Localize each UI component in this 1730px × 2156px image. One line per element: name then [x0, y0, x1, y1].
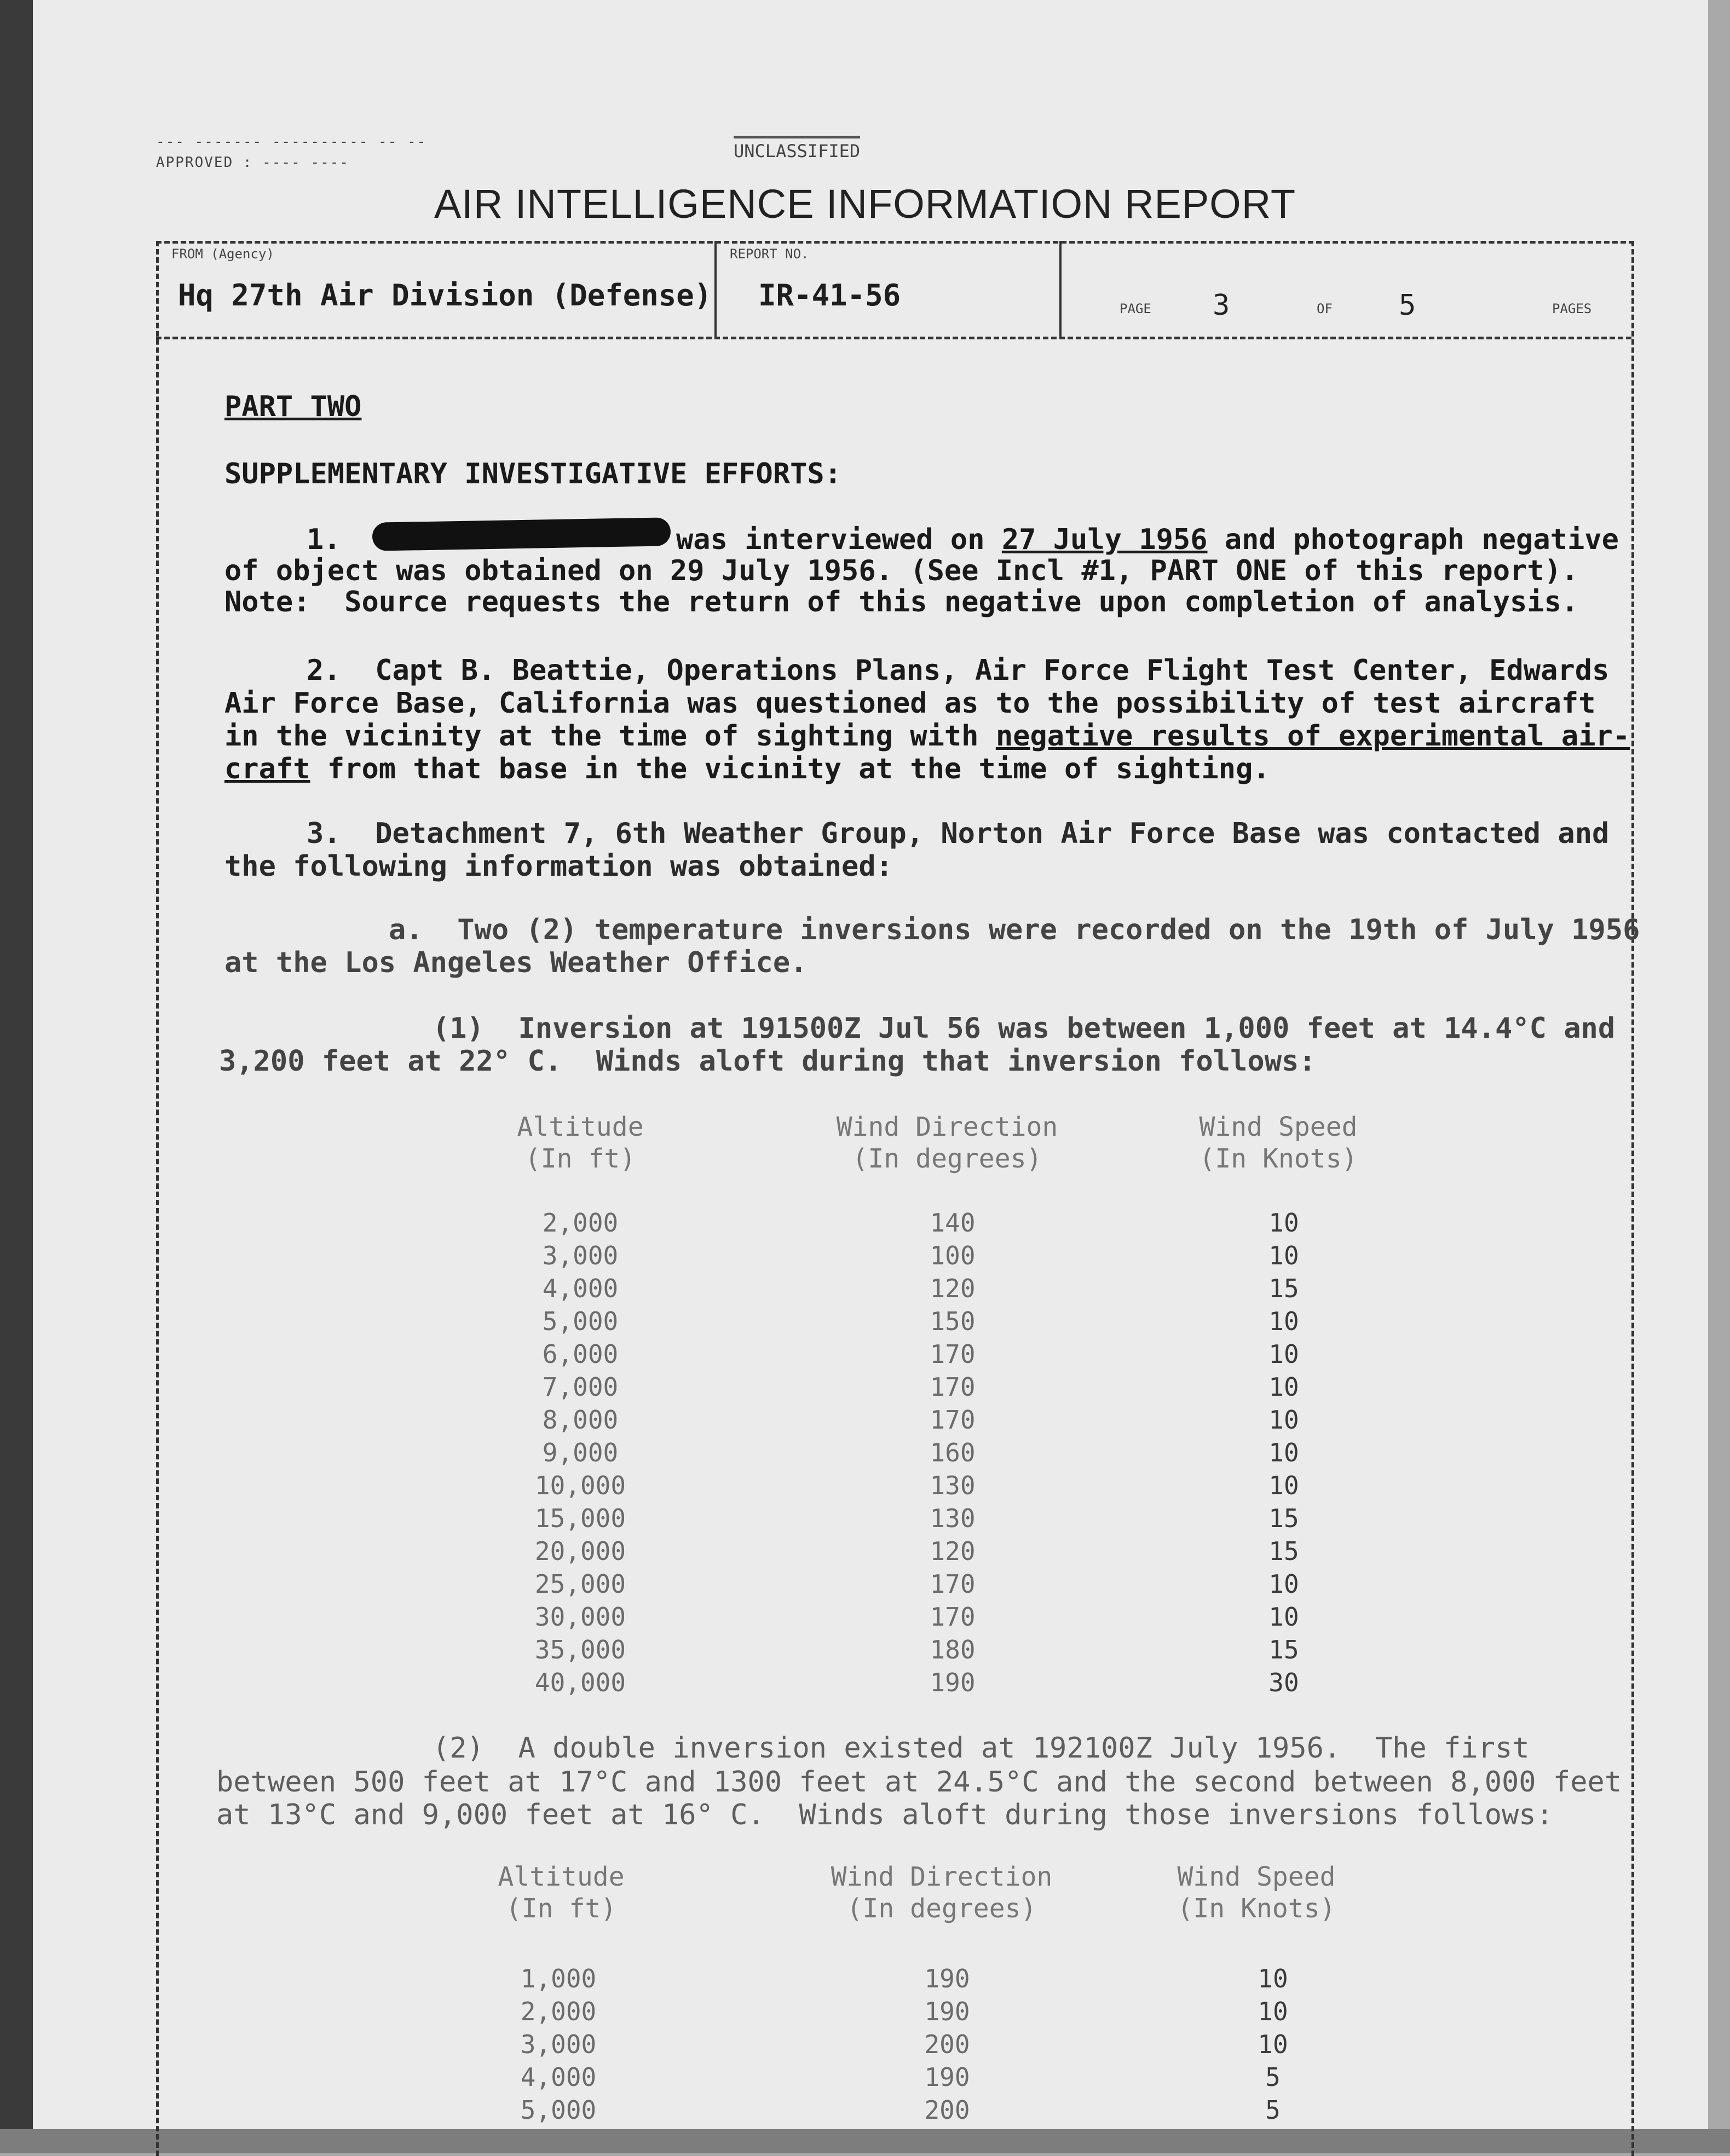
paragraph-2-line-3 [224, 719, 1630, 753]
table1-speed-cell: 10 [1268, 1471, 1299, 1500]
table1-direction-cell: 190 [930, 1668, 976, 1697]
subsection-2-line-1: (2) A double inversion existed at 192100Z July 1956. The first [432, 1732, 1530, 1765]
from-value: Hq 27th Air Division (Defense) [178, 278, 712, 313]
from-label: FROM (Agency) [171, 246, 274, 262]
table1-altitude-cell: 30,000 [534, 1602, 626, 1632]
paragraph-1-line-1 [676, 523, 1619, 557]
of-label: OF [1317, 301, 1333, 316]
paragraph-2-text-b: from that base in the vicinity at the time of sighting. [310, 753, 1270, 785]
approval-stamp [156, 131, 426, 173]
table2-altitude-cell: 4,000 [520, 2062, 597, 2092]
table2-speed-cell: 10 [1258, 1997, 1288, 2026]
table1-altitude-header: Altitude (In ft) [517, 1112, 644, 1174]
pages-label: PAGES [1552, 301, 1592, 316]
table1-speed-cell: 10 [1268, 1438, 1299, 1467]
table2-speed-header: Wind Speed (In Knots) [1177, 1862, 1336, 1924]
table1-direction-cell: 130 [930, 1504, 976, 1533]
table1-direction-cell: 180 [930, 1635, 976, 1664]
table1-altitude-cell: 5,000 [542, 1307, 619, 1336]
subsection-2-line-2: between 500 feet at 17°C and 1300 feet at 24.5°C and the second between 8,000 feet [216, 1766, 1622, 1799]
interview-date: 27 July 1956 [1001, 523, 1208, 556]
paragraph-3-line-1: 3. Detachment 7, 6th Weather Group, Norton Air Force Base was contacted and [307, 817, 1610, 850]
section-heading: SUPPLEMENTARY INVESTIGATIVE EFFORTS: [224, 458, 842, 490]
subsection-2-line-3: at 13°C and 9,000 feet at 16° C. Winds aloft during those inversions follows: [216, 1799, 1553, 1831]
table1-direction-cell: 170 [930, 1405, 976, 1435]
table1-speed-cell: 10 [1268, 1241, 1299, 1270]
page-count-cell [1059, 241, 1631, 337]
table1-direction-cell: 170 [930, 1602, 976, 1632]
table1-altitude-cell: 9,000 [542, 1438, 619, 1467]
table2-altitude-header: Altitude (In ft) [498, 1862, 625, 1924]
paragraph-2-line-2: Air Force Base, California was questioned as to the possibility of test aircraft [224, 687, 1596, 720]
paragraph-1-line-3: Note: Source requests the return of this negative upon completion of analysis. [224, 586, 1579, 619]
table1-speed-cell: 10 [1268, 1405, 1299, 1435]
table2-direction-cell: 200 [924, 2030, 970, 2059]
report-number-cell [714, 241, 1062, 337]
paragraph-2-line-1: 2. Capt B. Beattie, Operations Plans, Air Force Flight Test Center, Edwards [307, 654, 1610, 687]
subparagraph-a-line-2: at the Los Angeles Weather Office. [224, 946, 808, 979]
table1-speed-cell: 10 [1268, 1339, 1299, 1369]
redaction-mark [372, 517, 671, 551]
table2-speed-cell: 10 [1258, 2030, 1288, 2059]
table1-altitude-cell: 20,000 [534, 1536, 626, 1566]
table1-altitude-cell: 4,000 [542, 1274, 619, 1303]
table1-direction-cell: 170 [930, 1372, 976, 1402]
table1-altitude-cell: 7,000 [542, 1372, 619, 1402]
photo-border-left [0, 0, 33, 2153]
paragraph-2-underlined: negative results of experimental air- [995, 720, 1630, 753]
table2-altitude-cell: 5,000 [520, 2095, 597, 2125]
approval-line-2: APPROVED : ---- ---- [156, 154, 350, 171]
table1-speed-cell: 10 [1268, 1372, 1299, 1402]
table1-altitude-cell: 35,000 [534, 1635, 626, 1664]
part-heading: PART TWO [224, 390, 362, 423]
table1-speed-cell: 15 [1268, 1635, 1299, 1664]
table1-altitude-cell: 10,000 [534, 1471, 626, 1500]
table1-direction-header: Wind Direction (In degrees) [836, 1112, 1058, 1174]
table1-speed-cell: 10 [1268, 1307, 1299, 1336]
table1-altitude-cell: 8,000 [542, 1405, 619, 1435]
table2-speed-cell: 5 [1265, 2095, 1281, 2125]
table1-speed-header: Wind Speed (In Knots) [1199, 1112, 1358, 1174]
table1-direction-cell: 120 [930, 1274, 976, 1303]
table1-altitude-cell: 3,000 [542, 1241, 619, 1270]
table1-speed-cell: 10 [1268, 1569, 1299, 1599]
table1-speed-cell: 10 [1268, 1602, 1299, 1632]
paragraph-1-text-b: and photograph negative [1207, 523, 1619, 556]
subsection-1-line-1: (1) Inversion at 191500Z Jul 56 was between 1,000 feet at 14.4°C and [432, 1012, 1616, 1045]
paragraph-2-text-a: in the vicinity at the time of sighting with [224, 720, 996, 753]
table2-altitude-cell: 3,000 [520, 2030, 597, 2059]
table1-direction-cell: 170 [930, 1339, 976, 1369]
table2-speed-cell: 10 [1258, 1964, 1288, 1993]
subsection-1-line-2: 3,200 feet at 22° C. Winds aloft during that inversion follows: [219, 1045, 1316, 1078]
table1-altitude-cell: 15,000 [534, 1504, 626, 1533]
table2-direction-cell: 190 [924, 1997, 970, 2026]
paragraph-1-number: 1. [307, 523, 341, 556]
table2-altitude-cell: 2,000 [520, 1997, 597, 2026]
table1-speed-cell: 10 [1268, 1208, 1299, 1238]
paragraph-1-line-2: of object was obtained on 29 July 1956. (See Incl #1, PART ONE of this report). [224, 554, 1579, 587]
table2-altitude-cell: 1,000 [520, 1964, 597, 1993]
report-number-value: IR-41-56 [758, 278, 901, 313]
report-title: AIR INTELLIGENCE INFORMATION REPORT [434, 181, 1296, 227]
table1-altitude-cell: 2,000 [542, 1208, 619, 1238]
table2-direction-cell: 190 [924, 2062, 970, 2092]
page-number: 3 [1213, 289, 1230, 322]
from-cell [156, 241, 717, 337]
table1-direction-cell: 170 [930, 1569, 976, 1599]
approval-line-1: --- ------- ---------- -- -- [156, 134, 427, 150]
table1-altitude-cell: 6,000 [542, 1339, 619, 1369]
paragraph-2-underlined-2: craft [224, 753, 310, 785]
paragraph-1-text-a: was interviewed on [676, 523, 1002, 556]
table1-direction-cell: 160 [930, 1438, 976, 1467]
subparagraph-a-line-1: a. Two (2) temperature inversions were recorded on the 19th of July 1956 [389, 914, 1640, 946]
report-number-label: REPORT NO. [730, 246, 809, 262]
table1-speed-cell: 15 [1268, 1274, 1299, 1303]
page-label: PAGE [1120, 301, 1151, 316]
table2-direction-header: Wind Direction (In degrees) [831, 1862, 1053, 1924]
classification-marking: UNCLASSIFIED [734, 136, 860, 161]
paragraph-2-line-4 [224, 752, 1270, 786]
table1-speed-cell: 15 [1268, 1504, 1299, 1533]
table1-direction-cell: 140 [930, 1208, 976, 1238]
table1-direction-cell: 130 [930, 1471, 976, 1500]
table1-direction-cell: 100 [930, 1241, 976, 1270]
table2-speed-cell: 5 [1265, 2062, 1281, 2092]
table1-speed-cell: 30 [1268, 1668, 1299, 1697]
table2-direction-cell: 190 [924, 1964, 970, 1993]
paragraph-3-line-2: the following information was obtained: [224, 850, 893, 883]
table1-direction-cell: 120 [930, 1536, 976, 1566]
table2-direction-cell: 200 [924, 2095, 970, 2125]
table1-speed-cell: 15 [1268, 1536, 1299, 1566]
total-pages: 5 [1399, 289, 1416, 322]
table1-altitude-cell: 25,000 [534, 1569, 626, 1599]
report-header-row [156, 241, 1631, 339]
table1-direction-cell: 150 [930, 1307, 976, 1336]
table1-altitude-cell: 40,000 [534, 1668, 626, 1697]
